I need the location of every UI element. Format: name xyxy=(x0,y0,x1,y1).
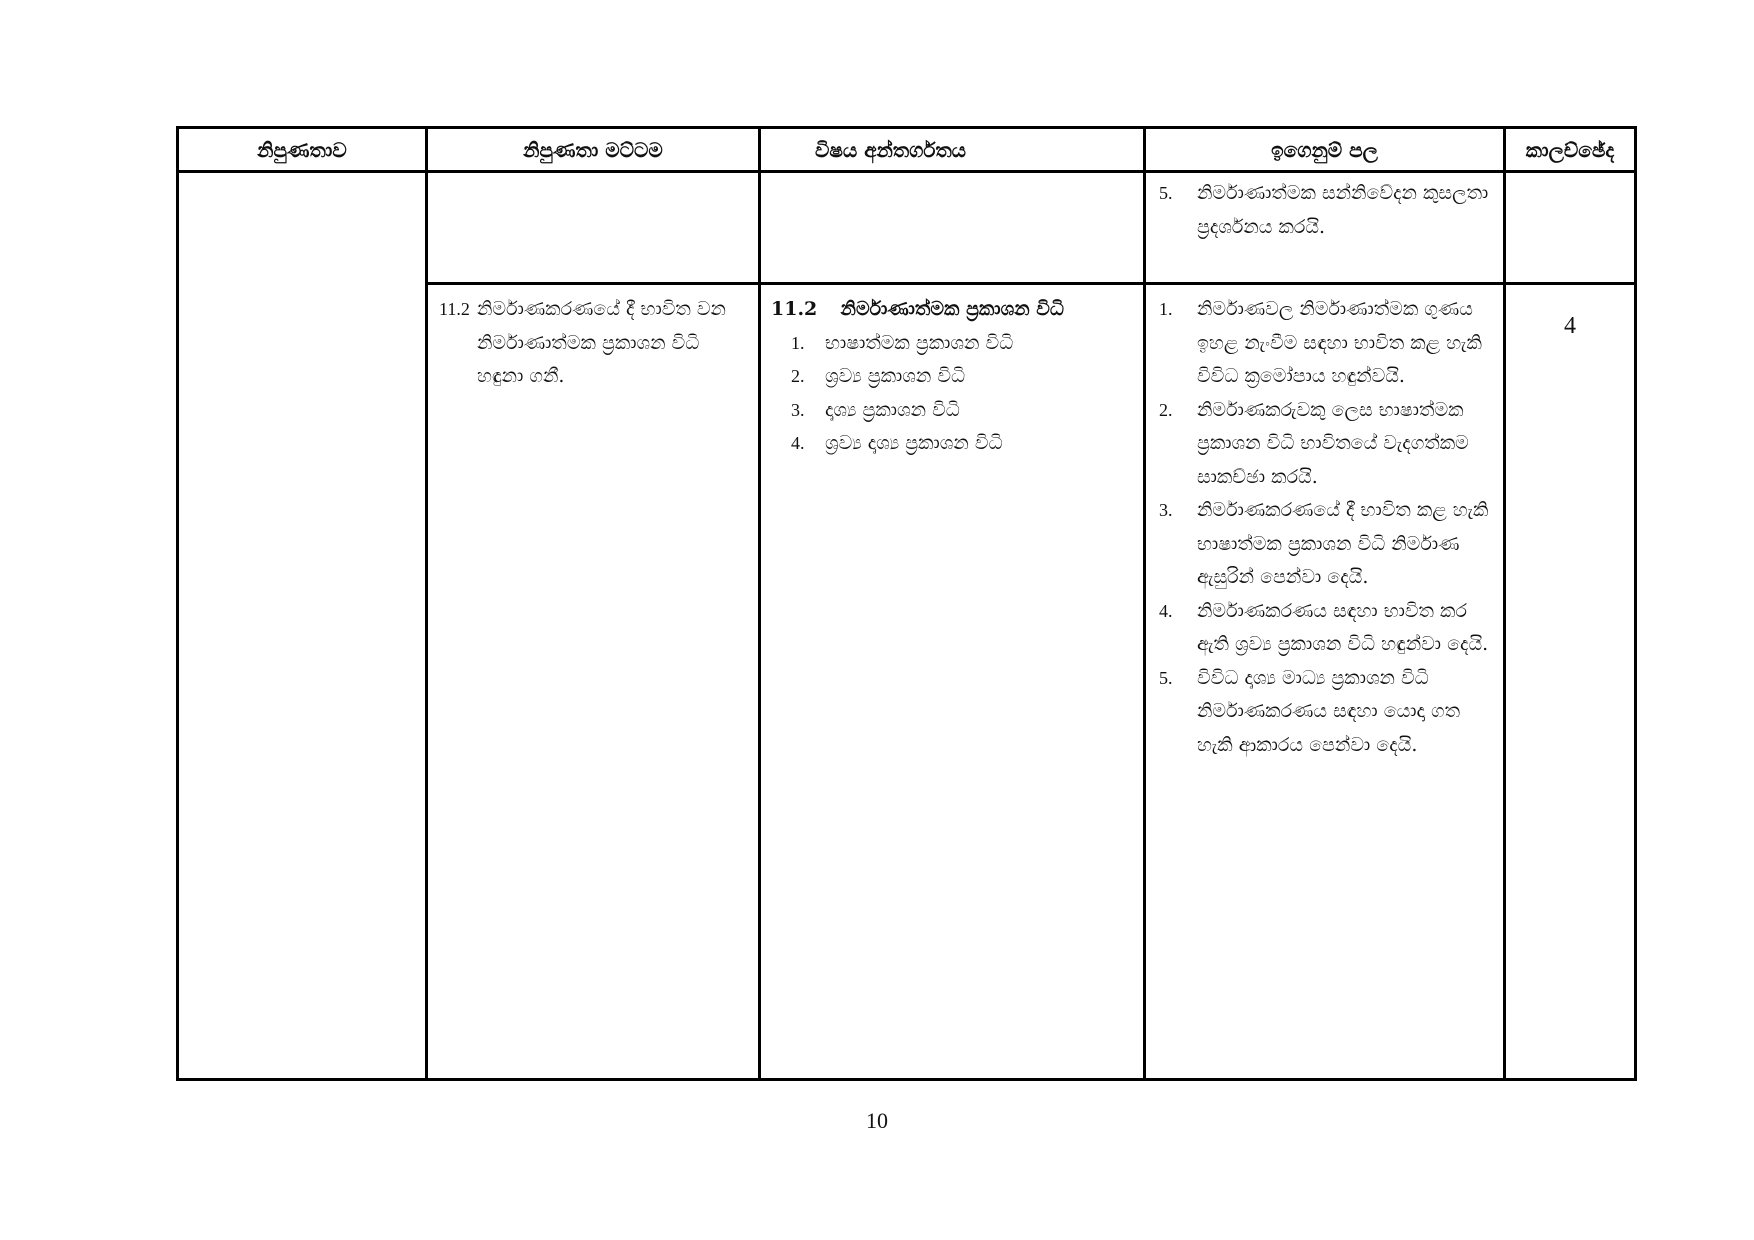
item-text: භාෂාත්මක ප්‍රකාශන විධි xyxy=(825,331,1014,354)
subject-heading-text: නිර්මාණාත්මක ප්‍රකාශන විධි xyxy=(840,298,1064,320)
outcome-number: 3. xyxy=(1159,500,1173,520)
header-periods: කාලච්ඡේද xyxy=(1525,138,1615,162)
list-item xyxy=(1159,662,1489,763)
outcome-text: විවිධ දෘශ්‍ය මාධ්‍ය ප්‍රකාශන විධි නිර්මාණකරණය සඳහා යොදා ගත හැකි ආකාරය පෙන්වා දෙයි. xyxy=(1197,666,1461,756)
competency-level-number: 11.2 xyxy=(439,299,470,319)
row-divider xyxy=(425,282,1634,285)
learning-outcomes-cell xyxy=(1159,293,1489,762)
item-text: ශ්‍රව්‍ය ප්‍රකාශන විධි xyxy=(825,365,966,387)
page-number: 10 xyxy=(866,1108,888,1133)
column-divider xyxy=(1143,129,1146,1078)
column-divider xyxy=(425,129,428,1078)
competency-level-text: නිර්මාණකරණයේ දී භාවිත වන නිර්මාණාත්මක ප්‍රකාශන විධි හඳුනා ගනී. xyxy=(477,298,726,387)
curriculum-table xyxy=(176,126,1637,1081)
subject-heading-number: 11.2 xyxy=(771,298,818,320)
outcome-text: නිර්මාණවල නිර්මාණාත්මක ගුණය ඉහළ නැංවීම සඳහා භාවිත කළ හැකි විවිධ ක්‍රමෝපාය හඳුන්වයි. xyxy=(1197,298,1482,387)
list-item xyxy=(791,327,1131,361)
outcome-number: 4. xyxy=(1159,600,1173,621)
item-text: දෘශ්‍ය ප්‍රකාශන විධි xyxy=(825,398,960,421)
outcome-text: නිර්මාණාත්මක සන්නිවේදන කුසලතා ප්‍රදර්ශනය කරයි. xyxy=(1197,182,1489,238)
subject-content-cell xyxy=(771,293,1131,461)
column-divider xyxy=(758,129,761,1078)
list-item xyxy=(791,427,1131,461)
header-competency: නිපුණතාව xyxy=(257,138,347,162)
item-number: 4. xyxy=(791,433,805,453)
outcome-text: නිර්මාණකරණය සඳහා භාවිත කර ඇති ශ්‍රව්‍ය ප්‍රකාශන විධි හඳුන්වා දෙයි. xyxy=(1197,599,1489,655)
periods-value: 4 xyxy=(1564,313,1576,339)
column-divider xyxy=(1503,129,1506,1078)
item-number: 3. xyxy=(791,399,805,420)
list-item xyxy=(791,394,1131,428)
list-item xyxy=(1159,394,1489,495)
outcome-number: 5. xyxy=(1159,667,1173,688)
list-item xyxy=(791,360,1131,394)
list-item xyxy=(1159,293,1489,394)
outcome-number: 2. xyxy=(1159,399,1173,420)
list-item xyxy=(1159,177,1489,244)
subject-heading xyxy=(771,293,1131,327)
item-number: 2. xyxy=(791,366,805,386)
list-item xyxy=(1159,595,1489,662)
competency-level-cell xyxy=(439,293,739,394)
item-text: ශ්‍රව්‍ය දෘශ්‍ය ප්‍රකාශන විධි xyxy=(825,432,1003,454)
header-subject-content: විෂය අන්තර්ගතය xyxy=(815,138,967,162)
list-item xyxy=(1159,494,1489,595)
item-number: 1. xyxy=(791,332,805,353)
header-competency-level: නිපුණතා මට්ටම xyxy=(523,138,663,162)
competency-level-item xyxy=(439,293,739,394)
row1-outcome xyxy=(1159,177,1489,244)
outcome-text: නිර්මාණකරණයේ දී භාවිත කළ හැකි භාෂාත්මක ප්‍රකාශන විධි නිර්මාණ ඇසුරින් පෙන්වා දෙයි. xyxy=(1197,499,1489,588)
outcome-number: 1. xyxy=(1159,299,1173,319)
outcome-text: නිර්මාණකරුවකු ලෙස භාෂාත්මක ප්‍රකාශන විධි භාවිතයේ වැදගත්කම සාකච්ඡා කරයි. xyxy=(1197,398,1469,488)
outcome-number: 5. xyxy=(1159,183,1173,203)
header-learning-outcomes: ඉගෙනුම් පල xyxy=(1271,138,1378,162)
